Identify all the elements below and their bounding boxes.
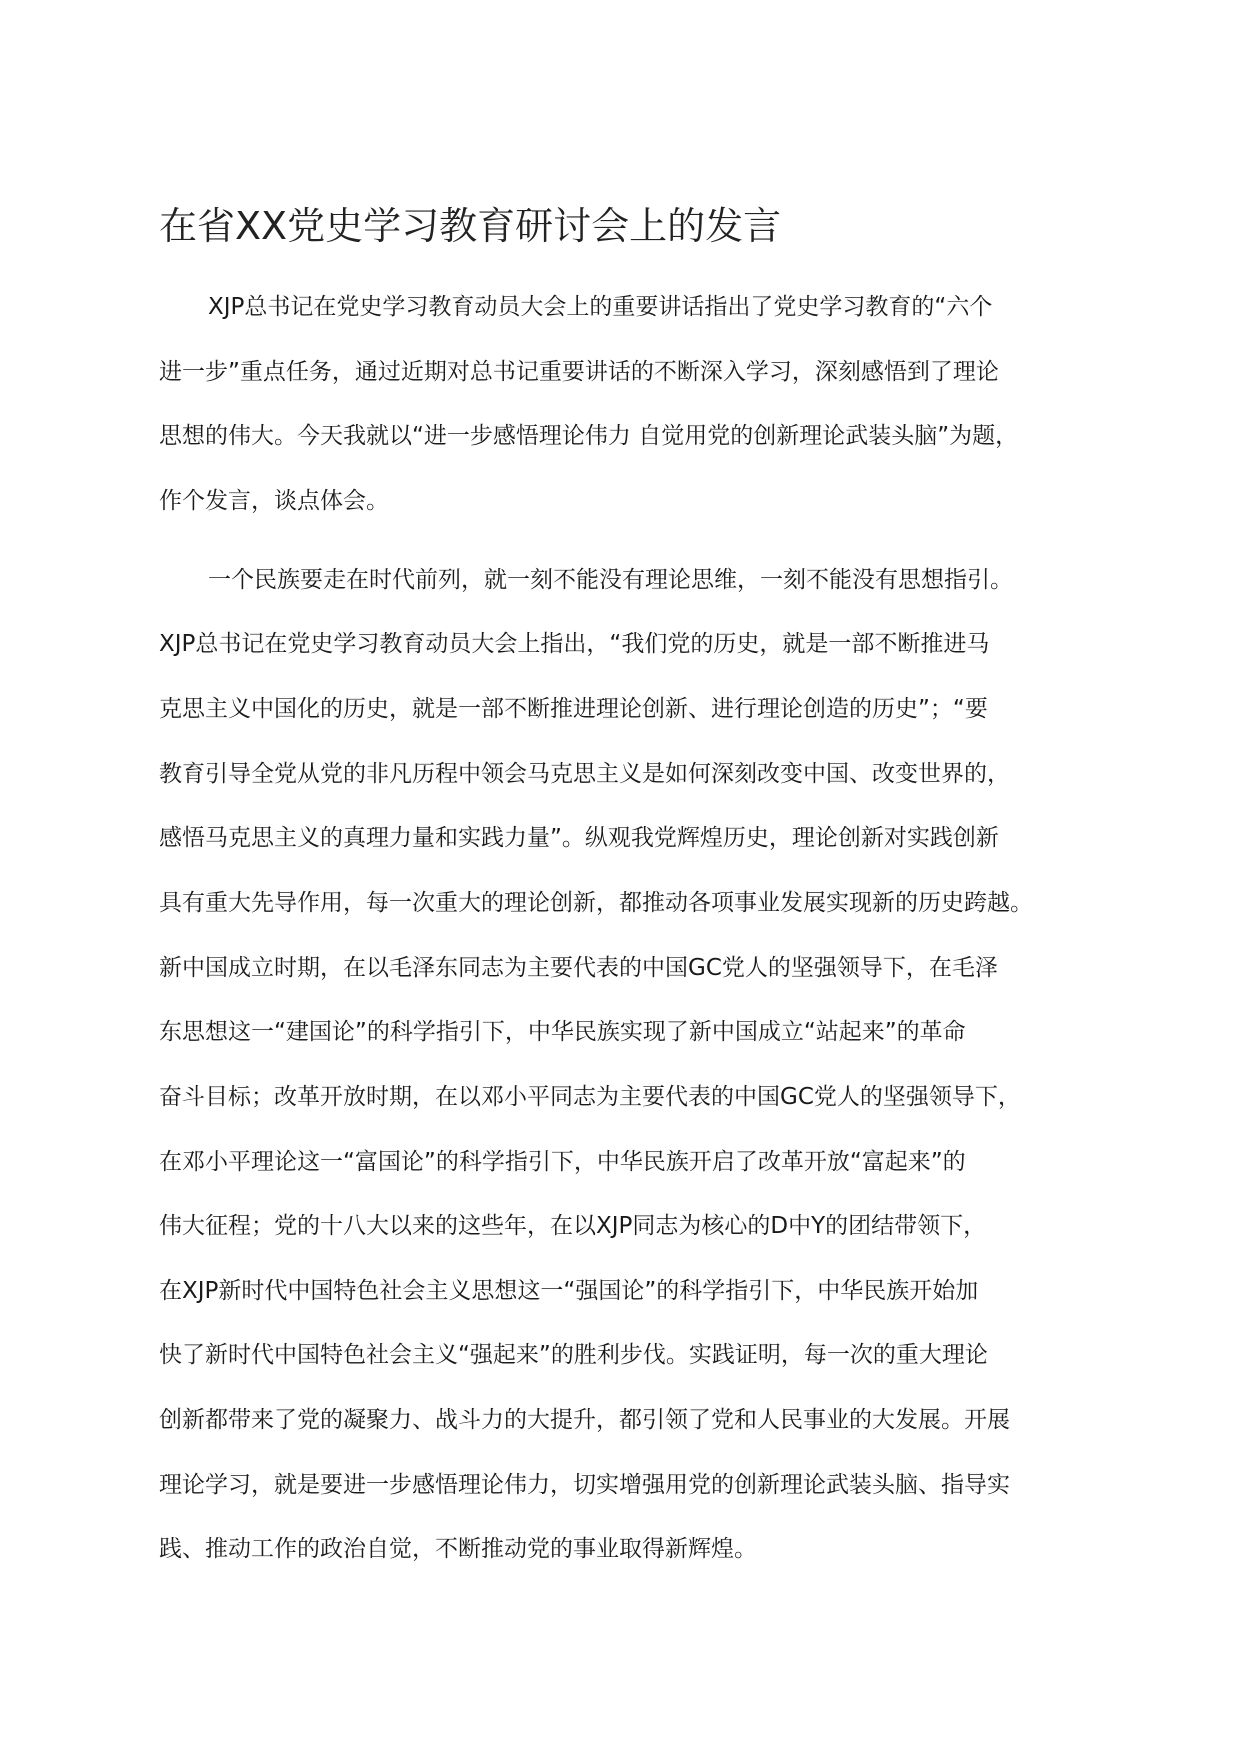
paragraph-line: 克思主义中国化的历史，就是一部不断推进理论创新、进行理论创造的历史”；“要 [159, 696, 988, 722]
paragraph-line: XJP总书记在党史学习教育动员大会上指出，“我们党的历史，就是一部不断推进马 [159, 631, 990, 657]
paragraph-line: 具有重大先导作用，每一次重大的理论创新，都推动各项事业发展实现新的历史跨越。 [159, 890, 1033, 916]
paragraph-line: 践、推动工作的政治自觉，不断推动党的事业取得新辉煌。 [159, 1536, 757, 1562]
paragraph-line: 在邓小平理论这一“富国论”的科学指引下，中华民族开启了改革开放“富起来”的 [159, 1149, 966, 1175]
paragraph-line: 作个发言，谈点体会。 [159, 488, 389, 514]
paragraph-line: 进一步”重点任务，通过近期对总书记重要讲话的不断深入学习，深刻感悟到了理论 [159, 359, 999, 385]
paragraph-line: 在XJP新时代中国特色社会主义思想这一“强国论”的科学指引下，中华民族开始加 [159, 1278, 979, 1304]
paragraph-line: XJP总书记在党史学习教育动员大会上的重要讲话指出了党史学习教育的“六个 [208, 294, 993, 320]
paragraph-line: 理论学习，就是要进一步感悟理论伟力，切实增强用党的创新理论武装头脑、指导实 [159, 1472, 1010, 1498]
paragraph-line: 创新都带来了党的凝聚力、战斗力的大提升，都引领了党和人民事业的大发展。开展 [159, 1407, 1010, 1433]
paragraph-line: 一个民族要走在时代前列，就一刻不能没有理论思维，一刻不能没有思想指引。 [208, 567, 1013, 593]
paragraph-line: 思想的伟大。今天我就以“进一步感悟理论伟力 自觉用党的创新理论武装头脑”为题， [159, 423, 1019, 449]
document-title: 在省XX党史学习教育研讨会上的发言 [159, 204, 782, 248]
paragraph-line: 快了新时代中国特色社会主义“强起来”的胜利步伐。实践证明，每一次的重大理论 [159, 1342, 988, 1368]
paragraph-line: 东思想这一“建国论”的科学指引下，中华民族实现了新中国成立“站起来”的革命 [159, 1019, 966, 1045]
paragraph-line: 新中国成立时期，在以毛泽东同志为主要代表的中国GC党人的坚强领导下，在毛泽 [159, 955, 998, 981]
paragraph-line: 教育引导全党从党的非凡历程中领会马克思主义是如何深刻改变中国、改变世界的， [159, 761, 1010, 787]
paragraph-line: 感悟马克思主义的真理力量和实践力量”。纵观我党辉煌历史，理论创新对实践创新 [159, 825, 999, 851]
paragraph-line: 伟大征程；党的十八大以来的这些年，在以XJP同志为核心的D中Y的团结带领下， [159, 1213, 987, 1239]
paragraph-line: 奋斗目标；改革开放时期，在以邓小平同志为主要代表的中国GC党人的坚强领导下， [159, 1084, 1021, 1110]
